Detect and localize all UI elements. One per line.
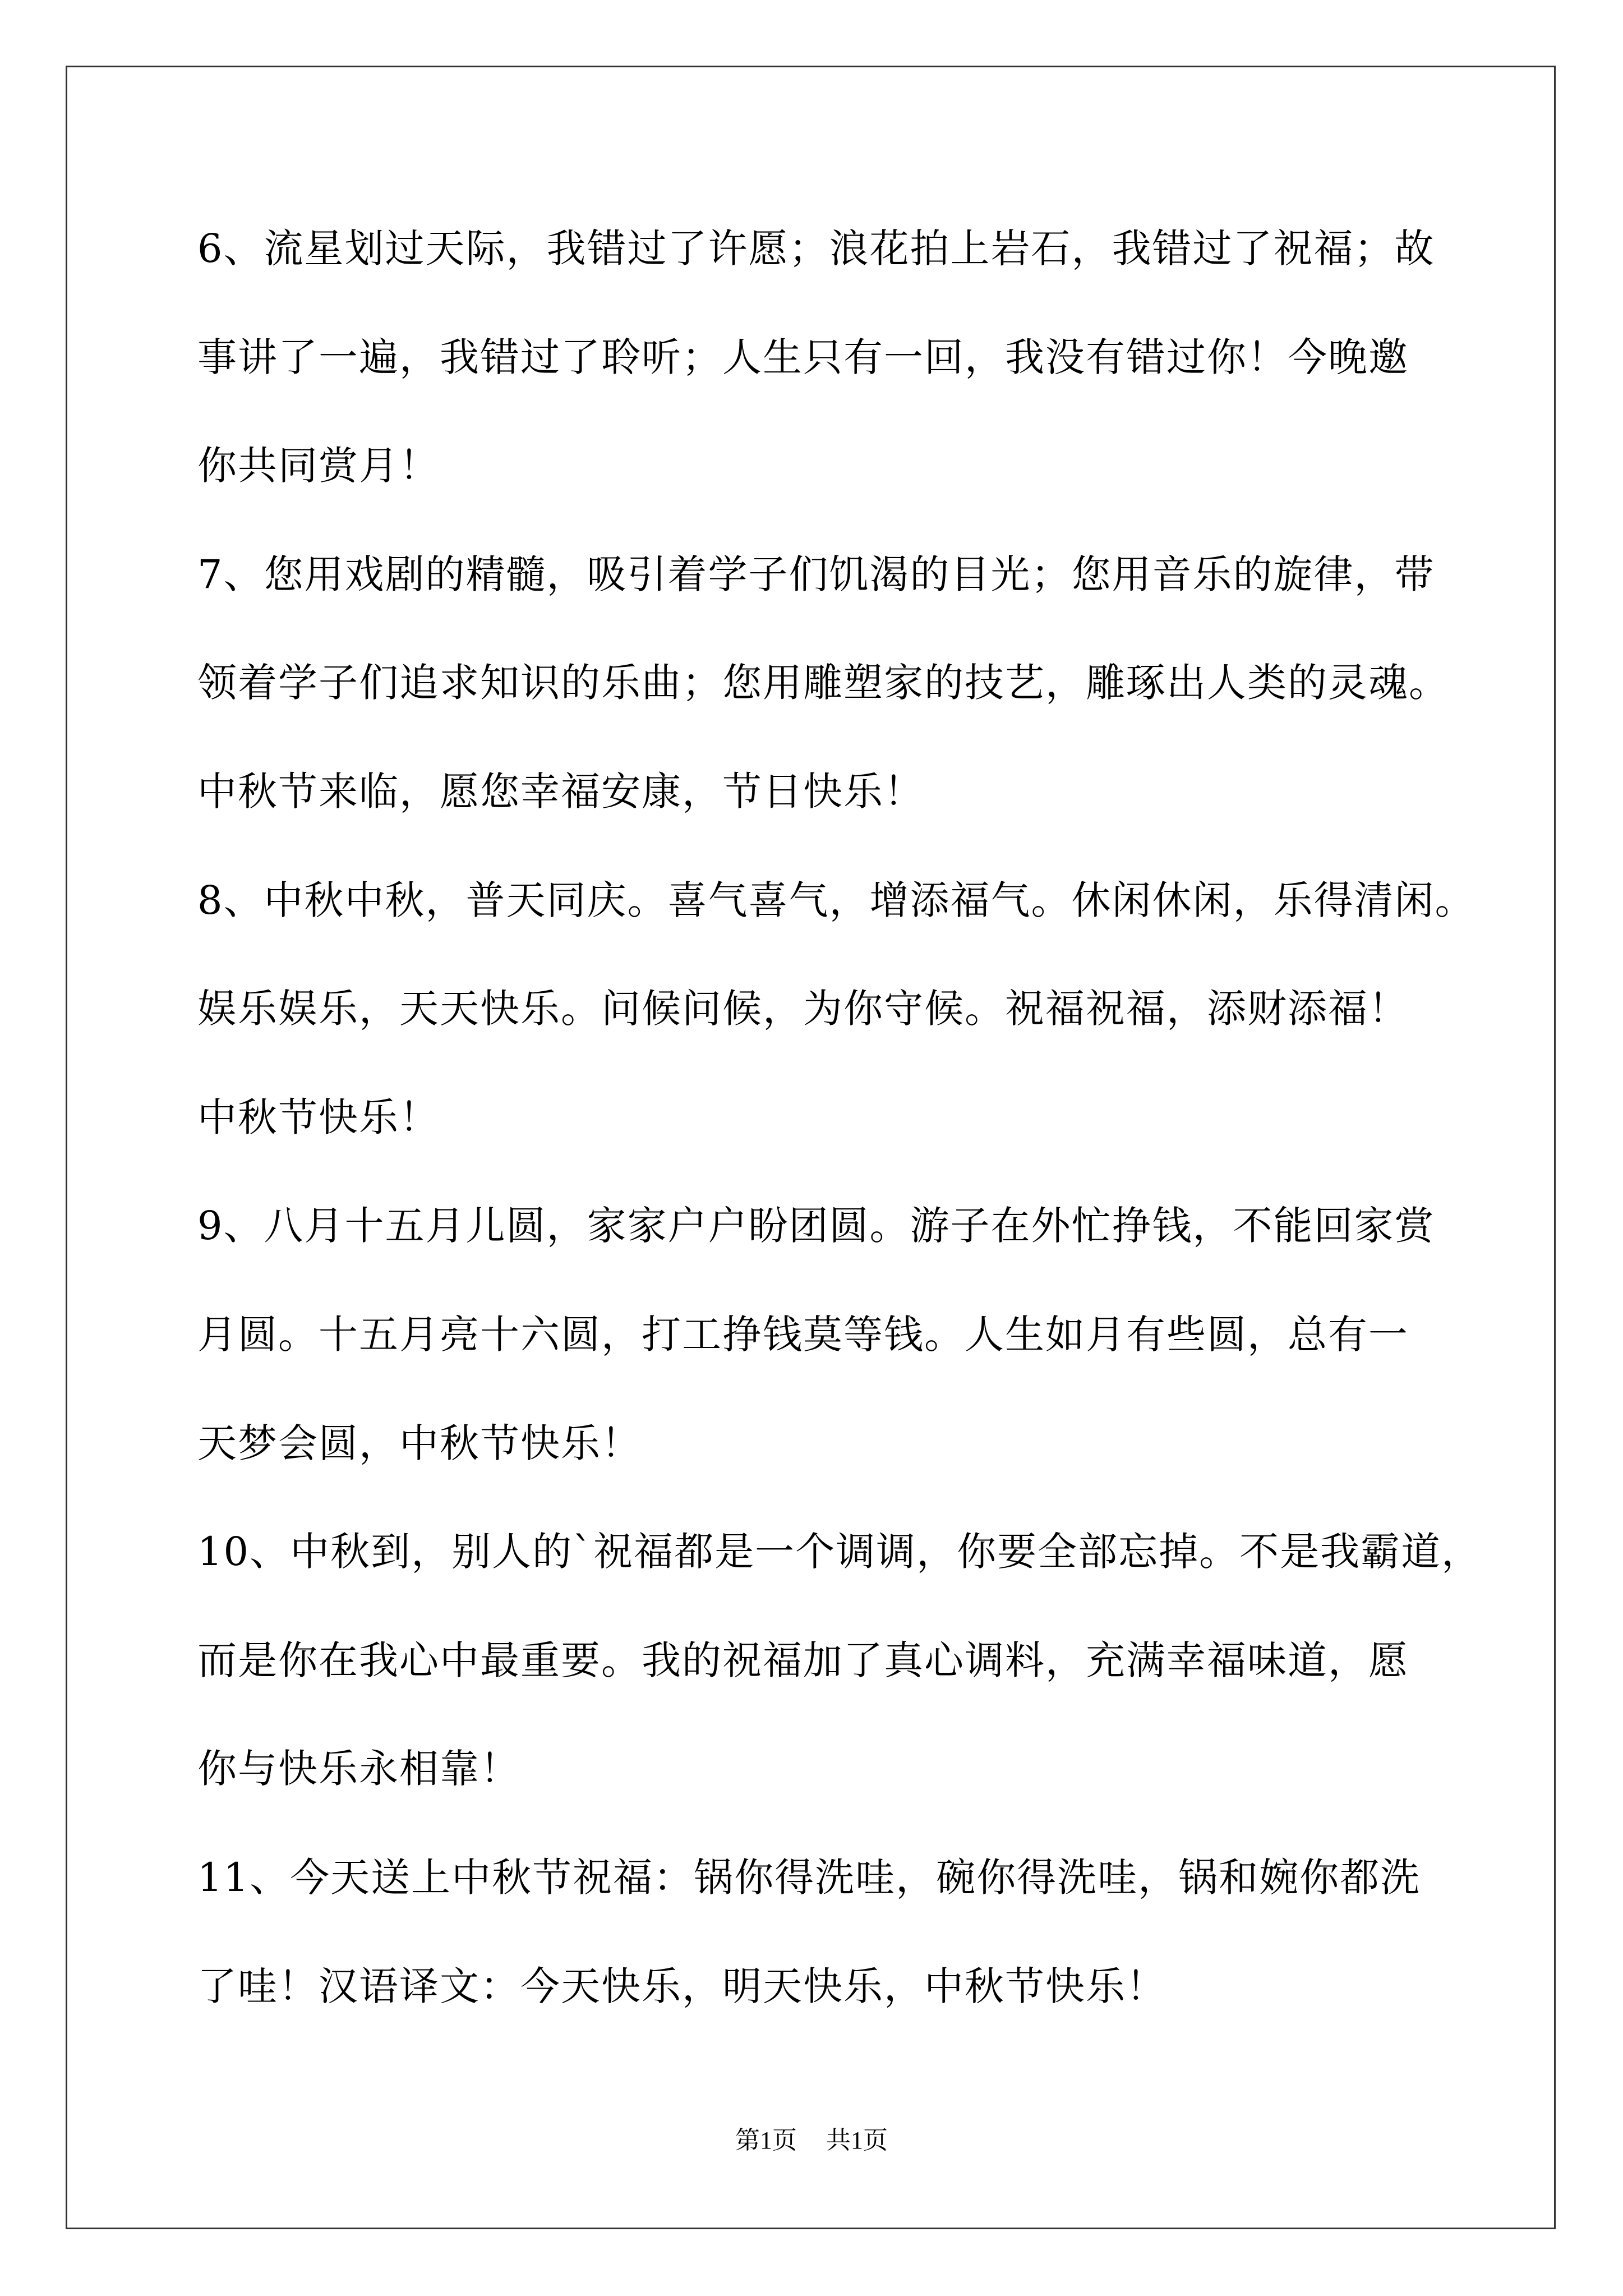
text-line: 你与快乐永相靠！: [197, 1746, 520, 1792]
text-line: 月圆。十五月亮十六圆，打工挣钱莫等钱。人生如月有些圆，总有一: [197, 1311, 1409, 1358]
page-footer: [0, 2125, 1623, 2156]
text-line: 9、八月十五月儿圆，家家户户盼团圆。游子在外忙挣钱，不能回家赏: [197, 1203, 1435, 1249]
text-line: 了哇！汉语译文：今天快乐，明天快乐，中秋节快乐！: [197, 1963, 1166, 2009]
text-line: 事讲了一遍，我错过了聆听；人生只有一回，我没有错过你！今晚邀: [197, 334, 1409, 380]
text-line: 中秋节快乐！: [197, 1094, 440, 1140]
text-line: 娱乐娱乐，天天快乐。问候问候，为你守候。祝福祝福，添财添福！: [197, 986, 1409, 1032]
page-total: 共1页: [826, 2127, 888, 2154]
text-line: 8、中秋中秋，普天同庆。喜气喜气，增添福气。休闲休闲，乐得清闲。: [197, 877, 1476, 923]
text-line: 7、您用戏剧的精髓，吸引着学子们饥渴的目光；您用音乐的旋律，带: [197, 551, 1435, 597]
text-line: 天梦会圆，中秋节快乐！: [197, 1420, 642, 1466]
text-line: 领着学子们追求知识的乐曲；您用雕塑家的技艺，雕琢出人类的灵魂。: [197, 660, 1449, 706]
text-line: 你共同赏月！: [197, 443, 440, 489]
text-line: 6、流星划过天际，我错过了许愿；浪花拍上岩石，我错过了祝福；故: [197, 226, 1435, 272]
text-line: 10、中秋到，别人的`祝福都是一个调调，你要全部忘掉。不是我霸道，: [197, 1529, 1482, 1575]
page-number: 第1页: [735, 2127, 797, 2154]
text-line: 11、今天送上中秋节祝福：锅你得洗哇，碗你得洗哇，锅和婉你都洗: [197, 1854, 1421, 1901]
text-line: 中秋节来临，愿您幸福安康，节日快乐！: [197, 768, 924, 815]
text-line: 而是你在我心中最重要。我的祝福加了真心调料，充满幸福味道，愿: [197, 1637, 1409, 1683]
document-body: [197, 222, 1482, 2068]
